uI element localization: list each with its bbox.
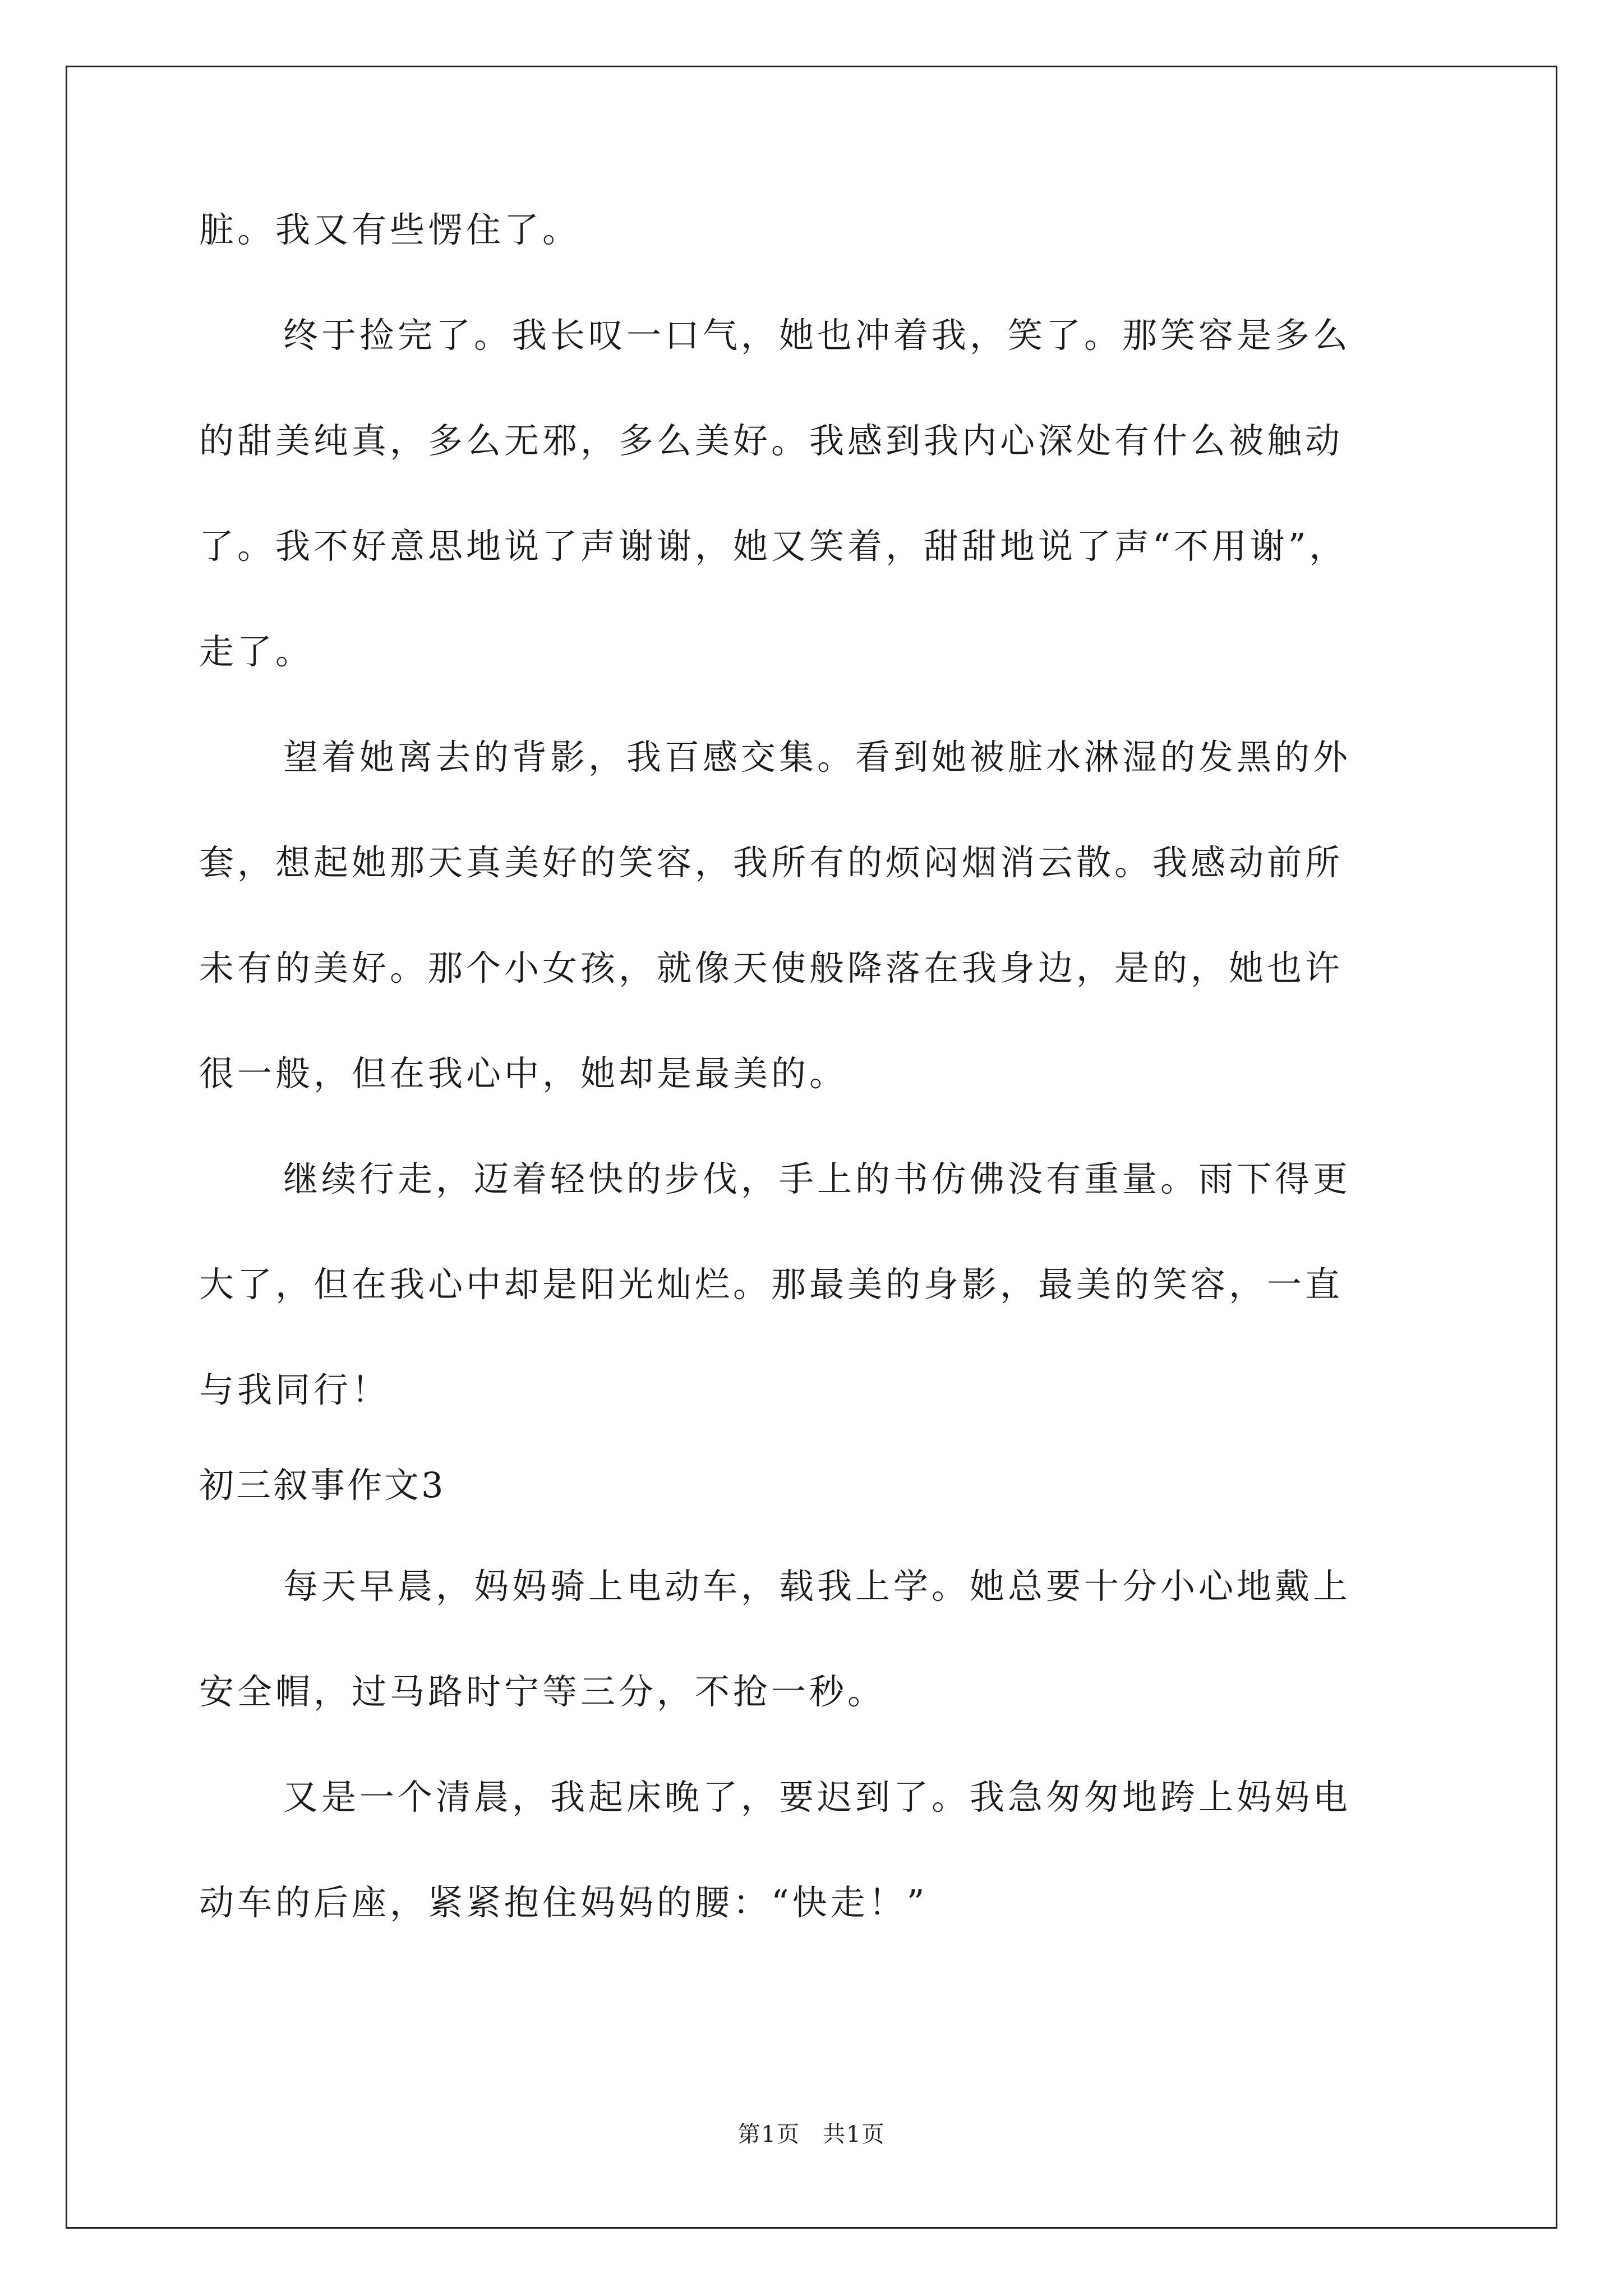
text-line: 又是一个清晨，我起床晚了，要迟到了。我急匆匆地跨上妈妈电 [283,1777,1352,1818]
text-line: 大了，但在我心中却是阳光灿烂。那最美的身影，最美的笑容，一直 [199,1264,1344,1305]
page-footer [0,2120,1623,2148]
text-line: 望着她离去的背影，我百感交集。看到她被脏水淋湿的发黑的外 [283,737,1352,777]
text-line: 动车的后座，紧紧抱住妈妈的腰：“快走！” [199,1882,928,1923]
text-line: 未有的美好。那个小女孩，就像天使般降落在我身边，是的，她也许 [199,947,1344,988]
text-line: 很一般，但在我心中，她却是最美的。 [199,1053,848,1094]
page-number: 第1页 [737,2122,800,2147]
text-line: 走了。 [199,631,314,672]
text-line: 脏。我又有些愣住了。 [199,209,581,250]
text-line: 安全帽，过马路时宁等三分，不抢一秒。 [199,1671,886,1712]
text-line: 每天早晨，妈妈骑上电动车，载我上学。她总要十分小心地戴上 [283,1566,1352,1607]
text-line: 的甜美纯真，多么无邪，多么美好。我感到我内心深处有什么被触动 [199,420,1344,461]
text-line: 终于捡完了。我长叹一口气，她也冲着我，笑了。那笑容是多么 [283,315,1352,356]
text-line: 继续行走，迈着轻快的步伐，手上的书仿佛没有重量。雨下得更 [283,1158,1352,1199]
text-line: 套，想起她那天真美好的笑容，我所有的烦闷烟消云散。我感动前所 [199,842,1344,883]
page-total: 共1页 [823,2122,886,2147]
section-heading: 初三叙事作文3 [199,1465,446,1506]
text-line: 与我同行！ [199,1369,390,1410]
text-line: 了。我不好意思地说了声谢谢，她又笑着，甜甜地说了声“不用谢”， [199,526,1348,567]
